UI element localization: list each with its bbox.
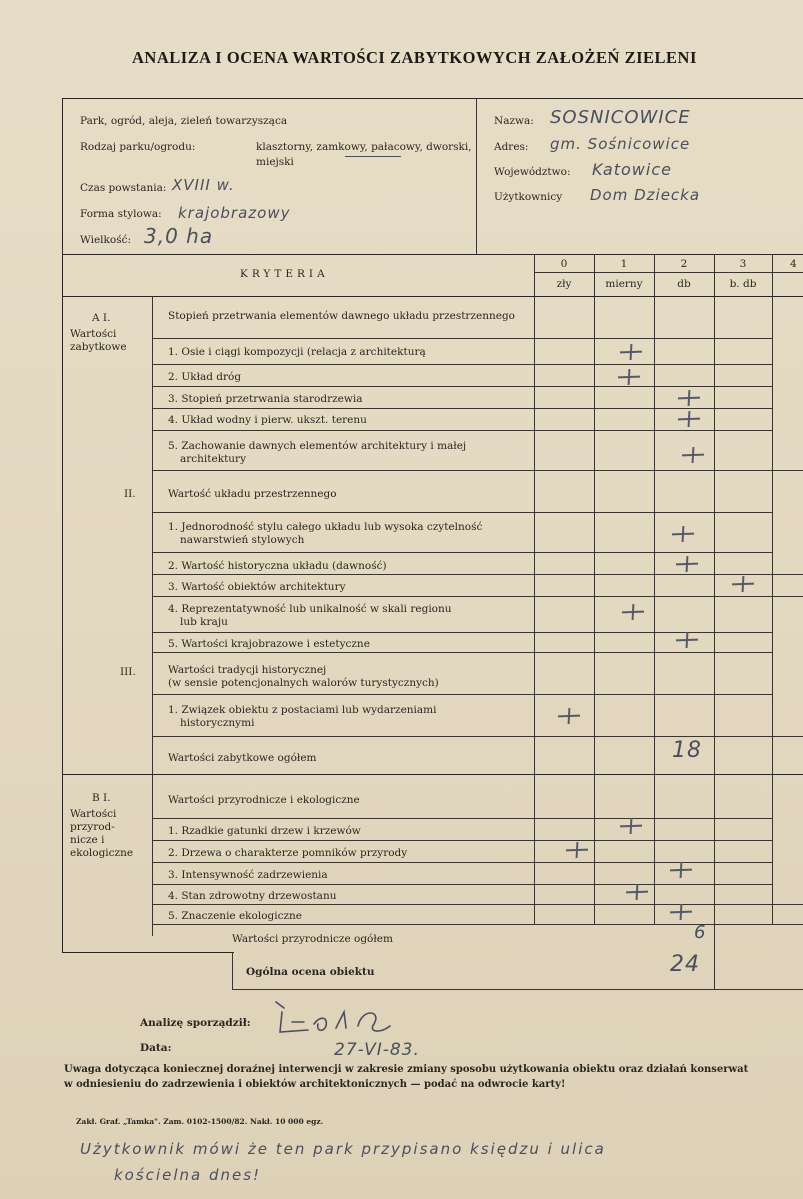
mark-plus <box>676 556 698 572</box>
row-line <box>152 818 772 819</box>
name-label: Nazwa: <box>494 115 534 127</box>
section-a-title-2: zabytkowe <box>70 341 127 353</box>
mark-plus <box>622 604 644 620</box>
b1-row-4: 4. Stan zdrowotny drzewostanu <box>168 890 337 902</box>
criteria-header-top <box>62 254 803 255</box>
col-line-1 <box>594 254 595 924</box>
b1-heading: Wartości przyrodnicze i ekologiczne <box>168 794 360 806</box>
a1-row-1: 1. Osie i ciągi kompozycji (relacja z architekturą <box>168 346 426 358</box>
mark-plus <box>558 708 580 724</box>
section-a-title: Wartości <box>70 328 117 340</box>
address-label: Adres: <box>494 141 529 153</box>
row-line <box>152 652 772 653</box>
style-value: krajobrazowy <box>178 204 291 222</box>
section-b-title-4: ekologiczne <box>70 847 134 859</box>
a1-row-5: 5. Zachowanie dawnych elementów architektury i małej <box>168 440 467 452</box>
row-line <box>152 386 772 387</box>
mark-plus <box>620 818 642 834</box>
date-value: 27-VI-83. <box>334 1040 420 1060</box>
b1-row-2: 2. Drzewa o charakterze pomników przyrody <box>168 847 408 859</box>
col-0-name: zły <box>556 278 572 290</box>
a2-row-3: 3. Wartość obiektów architektury <box>168 581 346 593</box>
note-line-2: w odniesieniu do zadrzewienia i obiektów architektonicznych — podać na odwrocie karty! <box>64 1079 566 1090</box>
type-options-2: miejski <box>256 156 294 168</box>
a3-heading-2: (w sensie potencjonalnych walorów turystycznych) <box>168 677 439 689</box>
row-line <box>152 884 772 885</box>
mark-plus <box>732 576 754 592</box>
col-4-num: 4 <box>790 258 797 270</box>
row-line <box>152 512 772 513</box>
mark-plus <box>670 862 692 878</box>
col-2-name: db <box>677 278 691 290</box>
col-line-4 <box>772 254 773 924</box>
handwritten-note-1: Użytkownik mówi że ten park przypisano księdzu i ulica <box>80 1140 606 1158</box>
prepared-label: Analizę sporządził: <box>140 1017 251 1029</box>
a2-row-4b: lub kraju <box>180 616 228 628</box>
table-bottom-border <box>62 952 234 953</box>
type-underline <box>345 156 401 157</box>
form-title: ANALIZA I OCENA WARTOŚCI ZABYTKOWYCH ZAŁOŻEŃ ZIELENI <box>132 48 697 67</box>
a1-heading: Stopień przetrwania elementów dawnego układu przestrzennego <box>168 310 515 322</box>
type-options: klasztorny, zamkowy, pałacowy, dworski, <box>256 141 472 153</box>
mark-plus <box>566 842 588 858</box>
a2-row-5: 5. Wartości krajobrazowe i estetyczne <box>168 638 370 650</box>
col-line-2 <box>654 254 655 924</box>
period-label: Czas powstania: <box>80 182 167 194</box>
a2-heading: Wartość układu przestrzennego <box>168 488 337 500</box>
section-b-top <box>62 774 803 775</box>
a3-heading: Wartości tradycji historycznej <box>168 664 327 676</box>
row-line <box>152 430 772 431</box>
users-label: Użytkownicy <box>494 191 563 203</box>
a1-row-4: 4. Układ wodny i pierw. ukszt. terenu <box>168 414 367 426</box>
col-1-name: mierny <box>605 278 643 290</box>
section-b-code: B I. <box>92 792 111 804</box>
size-label: Wielkość: <box>80 234 132 246</box>
overall-label: Ogólna ocena obiektu <box>246 966 375 978</box>
section-b-title-2: przyrod- <box>70 821 115 833</box>
a2-row-4: 4. Reprezentatywność lub unikalność w skali regionu <box>168 603 452 615</box>
b-total-label: Wartości przyrodnicze ogółem <box>232 933 393 945</box>
section-b-title-3: nicze i <box>70 834 105 846</box>
row-line <box>152 904 803 905</box>
a2-row-2: 2. Wartość historyczna układu (dawność) <box>168 560 387 572</box>
b1-row-3: 3. Intensywność zadrzewienia <box>168 869 328 881</box>
mark-plus <box>678 411 700 427</box>
section-a-code: A I. <box>92 312 111 324</box>
note-line-1: Uwaga dotycząca koniecznej doraźnej interwencji w zakresie zmiany sposobu użytkowania obiektu oraz działań konserwat <box>64 1064 749 1075</box>
overall-right <box>714 924 715 990</box>
criteria-label: KRYTERIA <box>240 268 329 280</box>
a1-row-5b: architektury <box>180 453 247 465</box>
criteria-header-mid <box>534 272 803 273</box>
row-line <box>152 840 772 841</box>
a3-row-1b: historycznymi <box>180 717 255 729</box>
mark-plus <box>676 632 698 648</box>
row-line <box>152 736 803 737</box>
mark-plus <box>670 904 692 920</box>
name-value: SOSNICOWICE <box>550 107 691 128</box>
table-left-border <box>62 98 63 953</box>
mark-plus <box>678 390 700 406</box>
col-3-num: 3 <box>739 258 747 270</box>
date-label: Data: <box>140 1042 172 1054</box>
mark-plus <box>682 447 704 463</box>
header-divider <box>476 98 477 254</box>
col-2-num: 2 <box>680 258 688 270</box>
row-line <box>152 552 772 553</box>
a3-row-1: 1. Związek obiektu z postaciami lub wydarzeniami <box>168 704 437 716</box>
a-total-label: Wartości zabytkowe ogółem <box>168 752 317 764</box>
col-0-num: 0 <box>560 258 568 270</box>
section-b-title: Wartości <box>70 808 117 820</box>
row-line <box>152 574 803 575</box>
row-line <box>152 364 772 365</box>
voivodeship-label: Województwo: <box>494 166 571 178</box>
overall-bottom <box>232 989 803 990</box>
table-top-border <box>62 98 803 99</box>
col-3-name: b. db <box>729 278 757 290</box>
b1-row-5: 5. Znaczenie ekologiczne <box>168 910 303 922</box>
row-line <box>152 470 803 471</box>
col-line-3 <box>714 254 715 924</box>
size-value: 3,0 ha <box>144 224 214 248</box>
row-line <box>152 338 772 339</box>
b1-row-1: 1. Rzadkie gatunki drzew i krzewów <box>168 825 361 837</box>
type-label: Rodzaj parku/ogrodu: <box>80 141 196 153</box>
handwritten-note-2: kościelna dnes! <box>114 1166 262 1184</box>
row-line <box>152 596 803 597</box>
a1-row-2: 2. Układ dróg <box>168 371 242 383</box>
b-total-value: 6 <box>694 922 707 943</box>
park-label: Park, ogród, aleja, zieleń towarzysząca <box>80 115 288 127</box>
a1-row-3: 3. Stopień przetrwania starodrzewia <box>168 393 363 405</box>
row-line <box>152 408 772 409</box>
col-line-0 <box>534 254 535 924</box>
a2-row-1: 1. Jednorodność stylu całego układu lub wysoka czytelność <box>168 521 483 533</box>
row-line <box>152 694 772 695</box>
section-a2-code: II. <box>124 488 136 500</box>
users-value: Dom Dziecka <box>590 186 701 204</box>
mark-plus <box>672 526 694 542</box>
a2-row-1b: nawarstwień stylowych <box>180 534 305 546</box>
period-value: XVIII w. <box>172 176 235 194</box>
printer-info: Zakł. Graf. „Tamka". Zam. 0102-1500/82. Nakł. 10 000 egz. <box>76 1117 324 1126</box>
mark-plus <box>626 884 648 900</box>
mark-plus <box>618 369 640 385</box>
section-a3-code: III. <box>120 666 136 678</box>
mark-plus <box>620 344 642 360</box>
signature-image <box>262 998 402 1038</box>
address-value: gm. Sośnicowice <box>550 135 691 153</box>
voivodeship-value: Katowice <box>592 160 672 179</box>
criteria-header-bottom <box>62 296 803 297</box>
style-label: Forma stylowa: <box>80 208 162 220</box>
col-1-num: 1 <box>620 258 628 270</box>
overall-value: 24 <box>670 952 700 977</box>
a-total-value: 18 <box>672 738 702 763</box>
overall-left <box>232 952 233 990</box>
